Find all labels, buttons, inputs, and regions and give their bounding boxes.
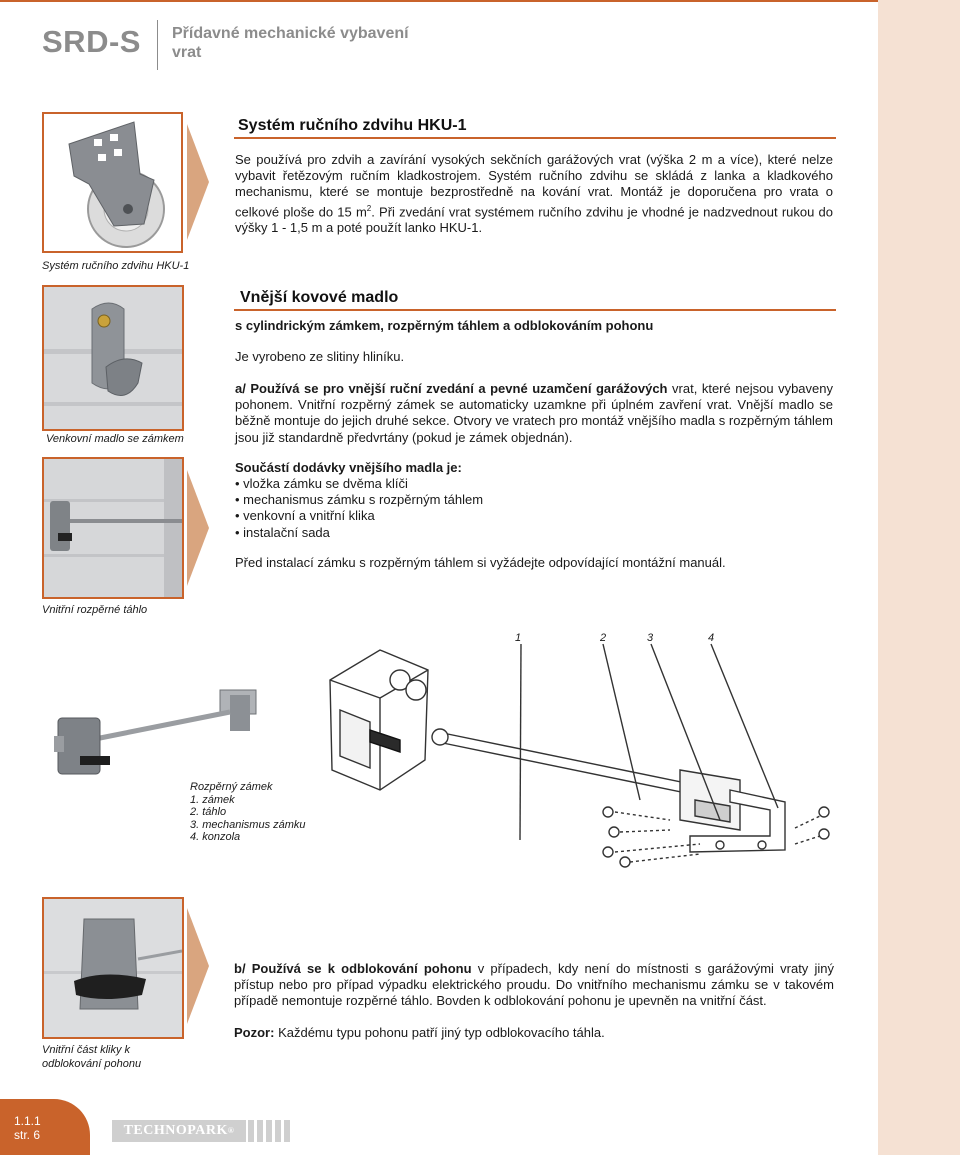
section-paragraph: [235, 152, 833, 236]
assembly-sketch: [54, 690, 256, 774]
manual-note: Před instalací zámku s rozpěrným táhlem si vyžádejte odpovídající montážní manuál.: [235, 555, 726, 570]
release-handle-photo: [42, 897, 184, 1039]
usage-a-text: vrat, které nejsou vybaveny pohonem. Vnitřní rozpěrný zámek se automaticky uzamkne při úplném zavření vrat. Vnější madlo se běžně montuje do jejich druhé sekce. Otvory ve vratech pro montáž vnějšího madla s rozpěrným táhlem jsou již standardně předvrtány (pokud je zámek objednán).: [235, 381, 834, 445]
logo-text: TECHNOPARK: [123, 1123, 228, 1138]
outer-handle-illustration: [44, 287, 182, 429]
product-code: SRD-S: [42, 24, 141, 59]
material-note: Je vyrobeno ze slitiny hliníku.: [235, 349, 405, 364]
outer-handle-photo: [42, 285, 184, 431]
usage-paragraph-b: [234, 961, 834, 1010]
inner-rod-illustration: [44, 459, 182, 597]
usage-b-text: v případech, kdy není do místnosti s garážovými vraty jiný přístup nebo pro případ výpadku elektrického proudu. Do vnitřního mechanismu zámku se v takovém případě nemontuje rozpěrné táhlo. Bovden k odblokování pohonu je upevněn na vnitřní část.: [234, 961, 835, 1009]
list-item: • vložka zámku se dvěma klíči: [235, 476, 483, 492]
photo-caption: Vnitřní část kliky k odblokování pohonu: [42, 1044, 142, 1070]
heading-rule: [234, 309, 836, 311]
callout-number: 3: [647, 632, 654, 644]
section-number: 1.1.1: [14, 1114, 41, 1128]
supply-list: [235, 476, 483, 541]
brand-logo: [112, 1120, 246, 1142]
logo-mark: ®: [227, 1126, 235, 1135]
arrow-marker: [187, 124, 209, 240]
pulley-illustration: [44, 114, 181, 251]
legend-item: 2. táhlo: [190, 806, 227, 818]
pulley-photo: [42, 112, 183, 253]
usage-a-bold: a/ Používá se pro vnější ruční zvedání a pevné uzamčení garážových: [235, 381, 668, 396]
callout-number: 1: [515, 632, 522, 644]
inner-rod-photo: [42, 457, 184, 599]
heading-rule: [234, 137, 836, 139]
top-accent-line: [0, 0, 878, 2]
header-divider: [157, 20, 158, 70]
warning-label: Pozor:: [234, 1025, 275, 1040]
right-side-band: [878, 0, 960, 1155]
photo-caption: Venkovní madlo se zámkem: [46, 433, 184, 445]
legend-item: 3. mechanismus zámku: [190, 818, 306, 831]
section-subheading: s cylindrickým zámkem, rozpěrným táhlem a odblokováním pohonu: [235, 318, 654, 333]
page-number-tab: [0, 1099, 90, 1155]
warning-text: Každému typu pohonu patří jiný typ odblokovacího táhla.: [274, 1025, 605, 1040]
callout-number: 4: [708, 632, 715, 644]
page-label: str. 6: [14, 1128, 41, 1142]
section-heading: Vnější kovové madlo: [240, 289, 399, 306]
lock-diagram: [40, 640, 840, 890]
header-title: Přídavné mechanické vybavení vrat: [172, 25, 409, 61]
exploded-view: [330, 644, 829, 867]
arrow-marker: [187, 908, 209, 1024]
legend-title: Rozpěrný zámek: [190, 781, 273, 793]
photo-caption: Vnitřní rozpěrné táhlo: [42, 604, 148, 616]
section-heading: Systém ručního zdvihu HKU-1: [238, 117, 467, 134]
logo-bars: [248, 1120, 298, 1142]
photo-caption: Systém ručního zdvihu HKU-1: [42, 260, 190, 272]
release-handle-illustration: [44, 899, 182, 1037]
supply-heading: Součástí dodávky vnějšího madla je:: [235, 460, 462, 475]
paragraph-text-end: . Při zvedání vrat systémem ručního zdvihu je vhodné je nadzvednout rukou do výšky 1 - 1,5 m a poté použít lanko HKU-1.: [235, 203, 834, 236]
diagram-legend: [190, 781, 306, 844]
paragraph-text: Se používá pro zdvih a zavírání vysokých sekčních garážových vrat (výška 2 m a více), které nelze vybavit řetězovým ručním kladkostrojem. Systém ručního zdvihu se skládá z lanka a kladkového mechanismu, které se montuje bezprostředně na kování vrat. Montáž je doporučena pro vrata o celkové ploše do 15 m: [235, 152, 833, 219]
legend-item: 4. konzola: [190, 831, 241, 843]
list-item: • venkovní a vnitřní klika: [235, 508, 483, 524]
usage-b-bold: b/ Používá se k odblokování pohonu: [234, 961, 472, 976]
list-item: • instalační sada: [235, 525, 483, 541]
callout-number: 2: [600, 632, 607, 644]
list-item: • mechanismus zámku s rozpěrným táhlem: [235, 492, 483, 508]
arrow-marker: [187, 470, 209, 586]
warning-note: [234, 1025, 834, 1041]
legend-item: 1. zámek: [190, 793, 235, 806]
superscript: 2: [366, 203, 372, 213]
usage-paragraph-a: [235, 381, 833, 446]
